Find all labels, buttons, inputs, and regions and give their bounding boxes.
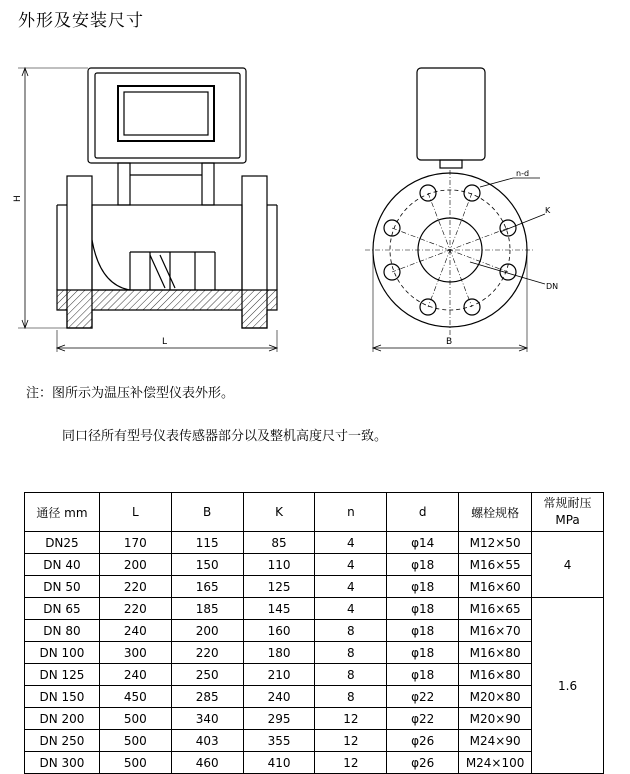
table-cell: 240 (99, 620, 171, 642)
table-row (25, 664, 604, 686)
table-cell: 240 (243, 686, 315, 708)
table-cell: φ18 (387, 620, 459, 642)
table-cell: M16×70 (459, 620, 532, 642)
header-cell: n (315, 493, 387, 532)
table-cell: 295 (243, 708, 315, 730)
table-row (25, 752, 604, 774)
table-cell: 200 (171, 620, 243, 642)
table-cell: M24×100 (459, 752, 532, 774)
table-row (25, 532, 604, 554)
table-cell: 500 (99, 708, 171, 730)
table-cell: 250 (171, 664, 243, 686)
table-cell: 300 (99, 642, 171, 664)
table-cell: 165 (171, 576, 243, 598)
table-cell: 340 (171, 708, 243, 730)
table-row (25, 730, 604, 752)
table-cell: DN 40 (25, 554, 100, 576)
table-cell: 185 (171, 598, 243, 620)
header-cell: L (99, 493, 171, 532)
table-cell: 500 (99, 752, 171, 774)
table-cell: 450 (99, 686, 171, 708)
side-view (365, 68, 545, 352)
table-cell: φ18 (387, 554, 459, 576)
header-cell: 通径 mm (25, 493, 100, 532)
table-cell: 180 (243, 642, 315, 664)
pressure-header-line2: MPa (555, 513, 580, 527)
table-cell: DN 250 (25, 730, 100, 752)
table-cell: DN25 (25, 532, 100, 554)
table-cell: 4 (315, 554, 387, 576)
header-cell-pressure (532, 493, 604, 532)
table-cell: φ26 (387, 730, 459, 752)
table-cell: M12×50 (459, 532, 532, 554)
table-cell: 210 (243, 664, 315, 686)
dimension-table (24, 492, 604, 774)
table-cell: φ18 (387, 642, 459, 664)
installation-drawing (0, 40, 630, 360)
table-row (25, 598, 604, 620)
table-row (25, 576, 604, 598)
table-cell: DN 65 (25, 598, 100, 620)
table-cell: 220 (99, 598, 171, 620)
table-cell: DN 300 (25, 752, 100, 774)
pressure-header-line1: 常规耐压 (543, 496, 592, 510)
table-cell: 4 (315, 532, 387, 554)
table-cell: 12 (315, 730, 387, 752)
page-title: 外形及安装尺寸 (18, 11, 144, 31)
table-cell: 4 (315, 598, 387, 620)
table-cell: 200 (99, 554, 171, 576)
header-cell: 螺栓规格 (459, 493, 532, 532)
table-cell: DN 125 (25, 664, 100, 686)
table-cell: φ14 (387, 532, 459, 554)
table-cell: DN 50 (25, 576, 100, 598)
table-cell: DN 150 (25, 686, 100, 708)
table-cell: φ22 (387, 708, 459, 730)
table-cell: 4 (315, 576, 387, 598)
table-cell: M16×55 (459, 554, 532, 576)
pressure-cell: 1.6 (532, 598, 604, 774)
label-nd: n-d (516, 169, 530, 178)
table-header-row (25, 493, 604, 532)
table-cell: 8 (315, 686, 387, 708)
table-cell: DN 200 (25, 708, 100, 730)
table-cell: φ26 (387, 752, 459, 774)
table-cell: 220 (99, 576, 171, 598)
table-cell: M20×90 (459, 708, 532, 730)
table-cell: 170 (99, 532, 171, 554)
table-cell: 125 (243, 576, 315, 598)
table-cell: M16×80 (459, 642, 532, 664)
table-cell: 150 (171, 554, 243, 576)
table-cell: M20×80 (459, 686, 532, 708)
table-cell: 285 (171, 686, 243, 708)
header-cell: d (387, 493, 459, 532)
note-line-1: 注：图所示为温压补偿型仪表外形。 (26, 386, 235, 401)
table-cell: M16×60 (459, 576, 532, 598)
table-cell: φ22 (387, 686, 459, 708)
table-cell: 85 (243, 532, 315, 554)
label-H: H (13, 195, 23, 202)
table-cell: φ18 (387, 664, 459, 686)
table-cell: 110 (243, 554, 315, 576)
table-row (25, 554, 604, 576)
label-B: B (446, 337, 453, 347)
table-cell: 355 (243, 730, 315, 752)
table-cell: 12 (315, 752, 387, 774)
table-row (25, 686, 604, 708)
table-row (25, 708, 604, 730)
label-DN: DN (546, 282, 559, 291)
label-L: L (162, 337, 168, 347)
table-cell: 115 (171, 532, 243, 554)
table-cell: φ18 (387, 576, 459, 598)
table-cell: 8 (315, 642, 387, 664)
label-K: K (545, 206, 551, 215)
table-cell: DN 80 (25, 620, 100, 642)
table-cell: 8 (315, 620, 387, 642)
table-cell: 240 (99, 664, 171, 686)
table-cell: 145 (243, 598, 315, 620)
table-cell: 500 (99, 730, 171, 752)
table-cell: M16×65 (459, 598, 532, 620)
note-line-2: 同口径所有型号仪表传感器部分以及整机高度尺寸一致。 (62, 429, 388, 444)
front-view (18, 68, 277, 352)
table-cell: DN 100 (25, 642, 100, 664)
header-cell: B (171, 493, 243, 532)
table-cell: M16×80 (459, 664, 532, 686)
table-cell: 8 (315, 664, 387, 686)
table-row (25, 642, 604, 664)
header-cell: K (243, 493, 315, 532)
table-cell: 220 (171, 642, 243, 664)
table-row (25, 620, 604, 642)
table-cell: 160 (243, 620, 315, 642)
pressure-cell: 4 (532, 532, 604, 598)
table-cell: 460 (171, 752, 243, 774)
table-cell: 12 (315, 708, 387, 730)
table-cell: φ18 (387, 598, 459, 620)
table-cell: 403 (171, 730, 243, 752)
table-cell: M24×90 (459, 730, 532, 752)
table-cell: 410 (243, 752, 315, 774)
